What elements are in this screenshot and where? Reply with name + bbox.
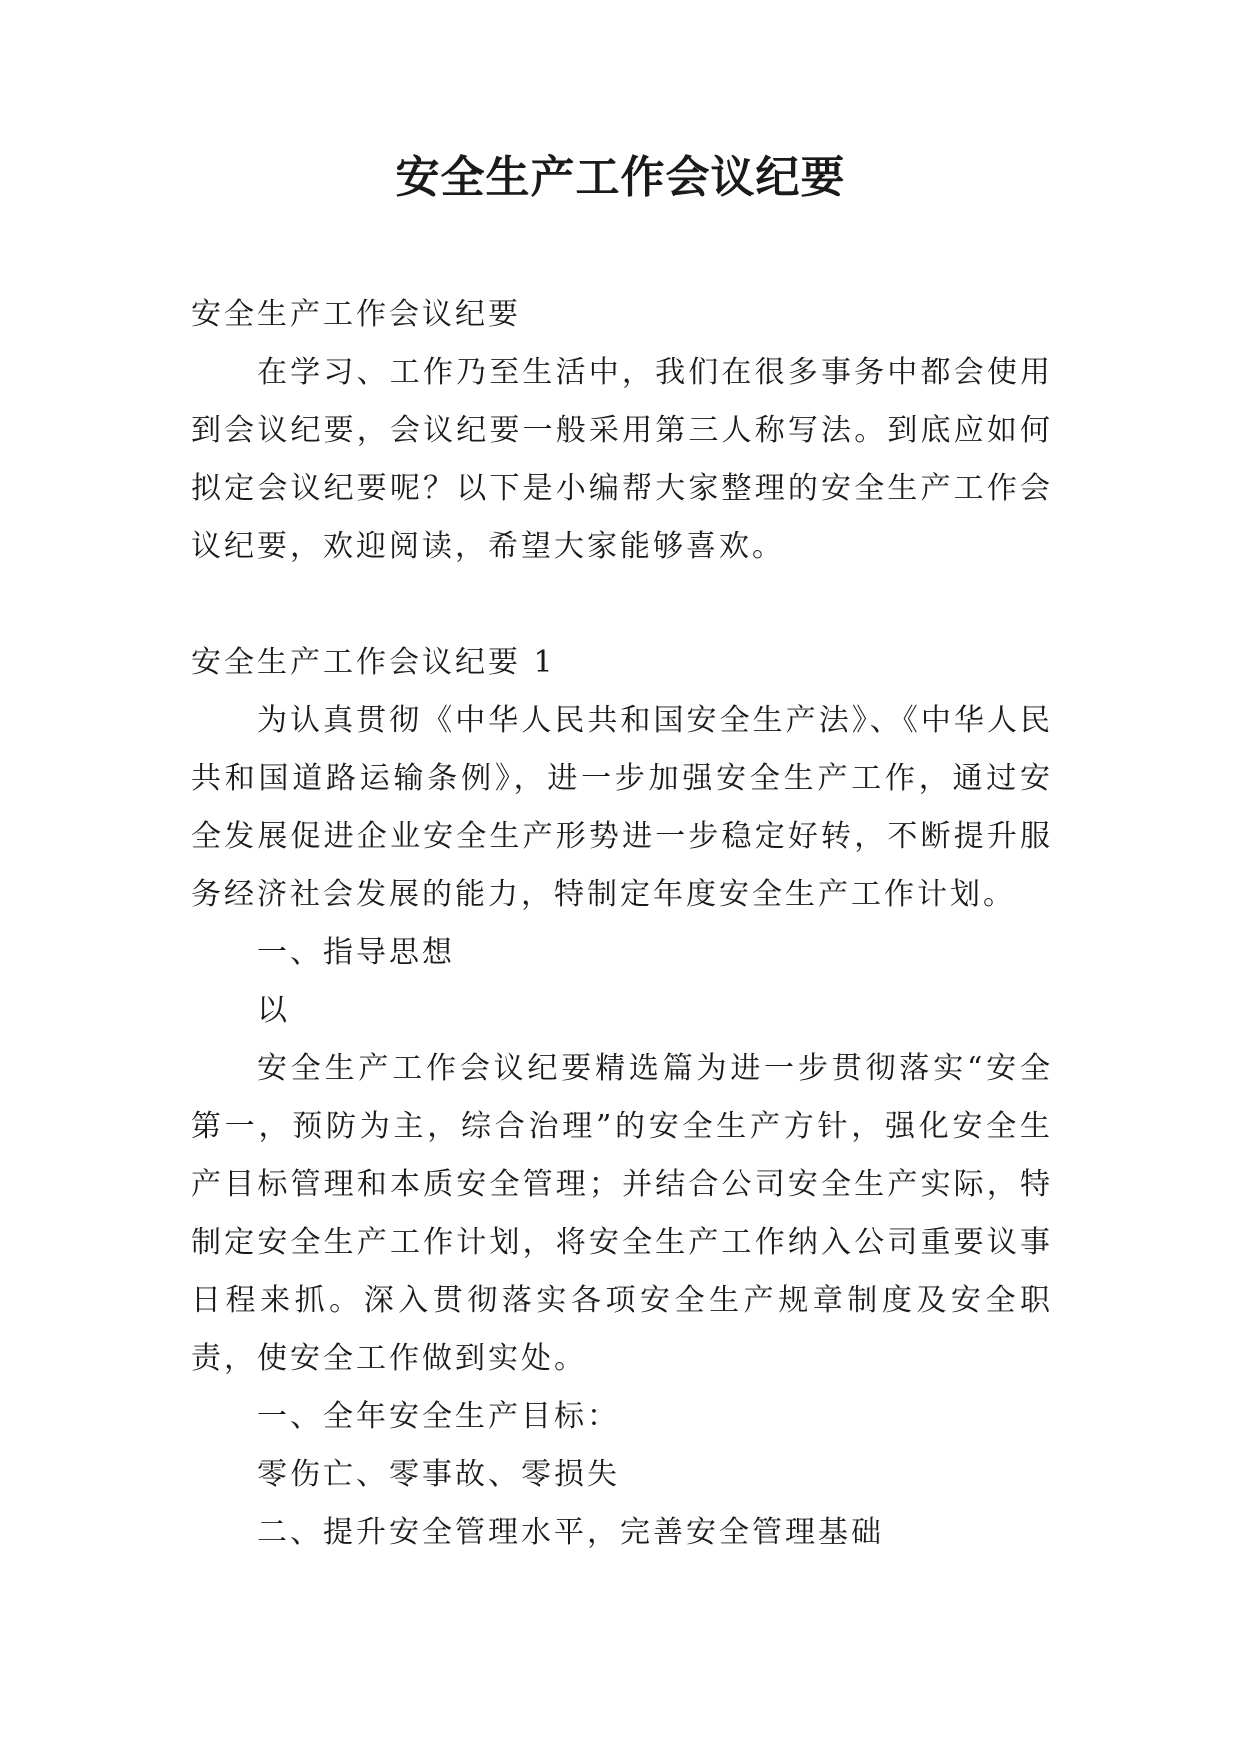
list-heading: 一、全年安全生产目标： xyxy=(257,1399,620,1434)
intro-paragraph: 在学习、工作乃至生活中，我们在很多事务中都会使用到会议纪要，会议纪要一般采用第三人称写法。到底应如何拟定会议纪要呢？以下是小编帮大家整理的安全生产工作会议纪要，欢迎阅读，希望大家能够喜欢。 xyxy=(191,355,1053,564)
body-paragraph: 安全生产工作会议纪要精选篇为进一步贯彻落实“安全第一，预防为主，综合治理”的安全生产方针，强化安全生产目标管理和本质安全管理；并结合公司安全生产实际，特制定安全生产工作计划，将安全生产工作纳入公司重要议事日程来抓。深入贯彻落实各项安全生产规章制度及安全职责，使安全工作做到实处。 xyxy=(191,1051,1053,1376)
list-heading: 二、提升安全管理水平，完善安全管理基础 xyxy=(257,1515,884,1550)
body-paragraph: 为认真贯彻《中华人民共和国安全生产法》、《中华人民共和国道路运输条例》，进一步加强安全生产工作，通过安全发展促进企业安全生产形势进一步稳定好转，不断提升服务经济社会发展的能力，特制定年度安全生产工作计划。 xyxy=(191,703,1053,912)
body-paragraph: 以 xyxy=(257,993,290,1028)
section-heading: 安全生产工作会议纪要 1 xyxy=(191,645,556,680)
list-heading: 一、指导思想 xyxy=(257,935,455,970)
document-body xyxy=(191,286,1053,1562)
section-heading: 安全生产工作会议纪要 xyxy=(191,297,521,332)
document-title: 安全生产工作会议纪要 xyxy=(395,152,846,203)
body-paragraph: 零伤亡、零事故、零损失 xyxy=(257,1457,620,1492)
